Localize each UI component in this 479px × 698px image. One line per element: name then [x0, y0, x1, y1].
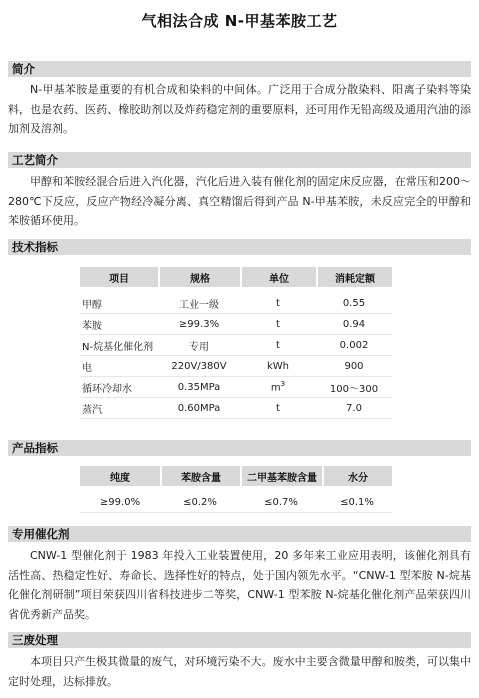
product-header-dimethylaniline: 二甲基苯胺含量 — [240, 466, 322, 486]
tech-header-spec: 规格 — [158, 267, 240, 287]
catalyst-paragraph: CNW-1 型催化剂于 1983 年投入工业装置使用，20 多年来工业应用表明，该催化剂具有活性高、热稳定性好、寿命长、选择性好的特点，处于国内领先水平。“CNW-1 型苯胺 N-烷基化催化剂研制”项目荣获四川省科技进步二等奖，CNW-1 型苯胺 N-烷基化催化剂产品荣获四川省优秀新产品奖。 — [8, 549, 471, 621]
product-cell: ≥99.0% — [80, 492, 160, 513]
section-heading-intro: 简介 — [8, 61, 471, 77]
product-table-header-row — [80, 466, 392, 486]
table-row — [80, 356, 392, 377]
table-row — [80, 398, 392, 419]
section-heading-catalyst: 专用催化剂 — [8, 526, 471, 542]
product-cell: ≤0.2% — [160, 492, 240, 513]
tech-cell: 220V/380V — [158, 356, 240, 377]
section-heading-waste: 三废处理 — [8, 632, 471, 648]
process-paragraph: 甲醇和苯胺经混合后进入汽化器，汽化后进入装有催化剂的固定床反应器，在常压和200～280℃下反应，反应产物经冷凝分离、真空精馏后得到产品 N-甲基苯胺，未反应完全的甲醇和苯胺循环使用。 — [8, 175, 471, 227]
tech-cell: t — [240, 335, 316, 356]
tech-cell: 0.94 — [316, 314, 392, 335]
section-heading-product: 产品指标 — [8, 440, 471, 456]
page-title: 气相法合成 N-甲基苯胺工艺 — [141, 12, 338, 30]
tech-cell: ≥99.3% — [158, 314, 240, 335]
table-row — [80, 293, 392, 314]
tech-cell: 7.0 — [316, 398, 392, 419]
unit-superscript: 3 — [280, 380, 286, 389]
tech-cell: t — [240, 398, 316, 419]
waste-paragraph: 本项目只产生极其微量的废气，对环境污染不大。废水中主要含微量甲醇和胺类，可以集中定时处理，达标排放。 — [8, 655, 471, 688]
tech-table-header-row — [80, 267, 392, 287]
tech-cell: 900 — [316, 356, 392, 377]
tech-cell: t — [240, 314, 316, 335]
tech-header-consumption: 消耗定额 — [316, 267, 392, 287]
product-cell: ≤0.7% — [240, 492, 322, 513]
table-row — [80, 492, 392, 513]
intro-paragraph: N-甲基苯胺是重要的有机合成和染料的中间体。广泛用于合成分散染料、阳离子染料等染料，也是农药、医药、橡胶助剂以及炸药稳定剂的重要原料，还可用作无铅高级及通用汽油的添加剂及溶剂。 — [8, 83, 471, 135]
tech-cell-unit — [240, 377, 316, 398]
tech-header-item: 项目 — [80, 267, 158, 287]
tech-cell: 0.55 — [316, 293, 392, 314]
tech-cell: 甲醇 — [80, 293, 158, 314]
section-heading-process: 工艺简介 — [8, 152, 471, 168]
tech-spec-table — [80, 267, 392, 419]
table-row — [80, 377, 392, 398]
tech-cell: 0.002 — [316, 335, 392, 356]
tech-header-unit: 单位 — [240, 267, 316, 287]
tech-cell: N-烷基化催化剂 — [80, 335, 158, 356]
tech-cell: 专用 — [158, 335, 240, 356]
product-header-water: 水分 — [322, 466, 392, 486]
tech-cell: t — [240, 293, 316, 314]
tech-cell: 电 — [80, 356, 158, 377]
product-header-purity: 纯度 — [80, 466, 160, 486]
tech-cell: 0.35MPa — [158, 377, 240, 398]
tech-cell: 100～300 — [316, 377, 392, 398]
unit-text: m — [270, 382, 281, 394]
product-header-aniline: 苯胺含量 — [160, 466, 240, 486]
product-cell: ≤0.1% — [322, 492, 392, 513]
tech-cell: 工业一级 — [158, 293, 240, 314]
tech-cell: kWh — [240, 356, 316, 377]
table-row — [80, 335, 392, 356]
tech-cell: 蒸汽 — [80, 398, 158, 419]
section-heading-tech: 技术指标 — [8, 239, 471, 255]
tech-cell: 循环冷却水 — [80, 377, 158, 398]
tech-cell: 0.60MPa — [158, 398, 240, 419]
product-spec-table — [80, 466, 392, 513]
table-row — [80, 314, 392, 335]
tech-cell: 苯胺 — [80, 314, 158, 335]
